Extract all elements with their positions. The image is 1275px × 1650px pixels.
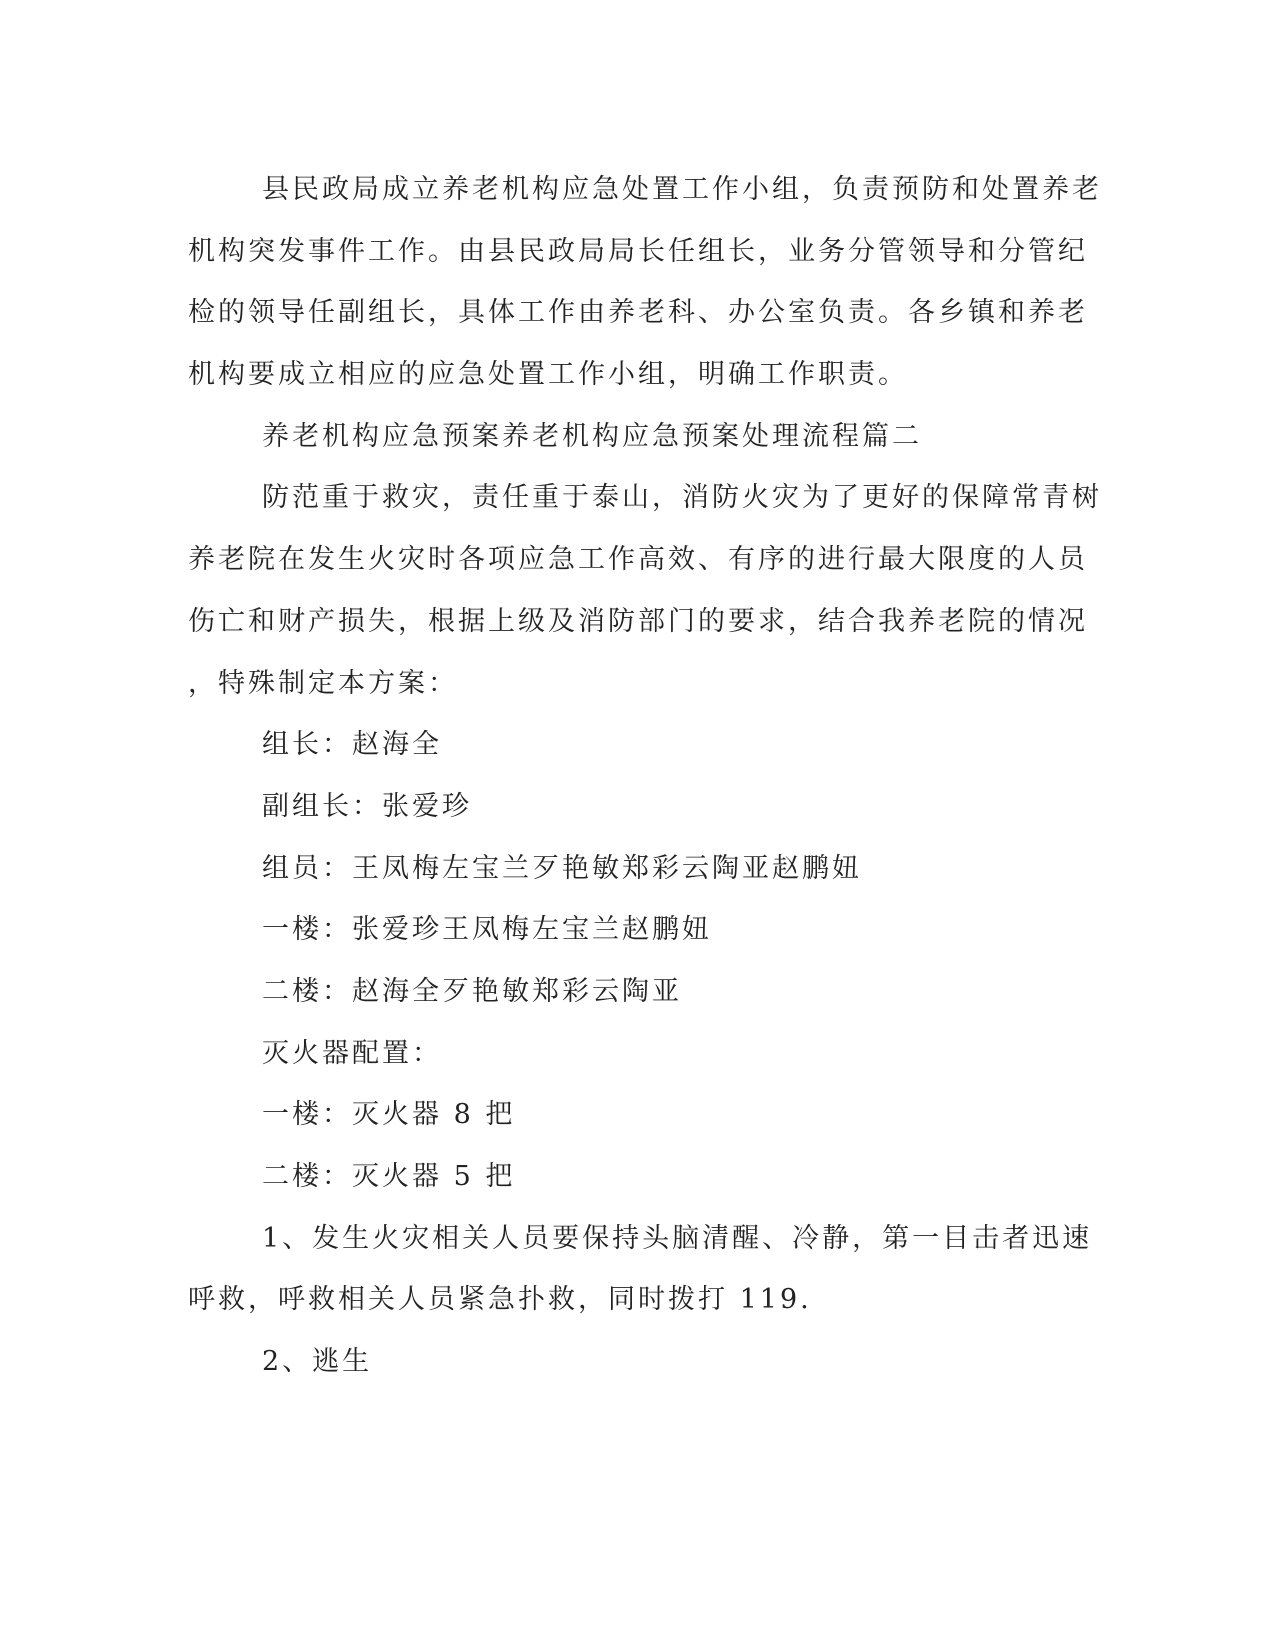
- text-line: 县民政局成立养老机构应急处置工作小组，负责预防和处置养老: [262, 174, 1102, 205]
- section-heading: 养老机构应急预案养老机构应急预案处理流程篇二: [262, 420, 922, 452]
- first-floor-extinguishers-line: 一楼：灭火器 8 把: [262, 1099, 516, 1131]
- text-line: 养老院在发生火灾时各项应急工作高效、有序的进行最大限度的人员: [188, 544, 1088, 576]
- second-floor-staff-line: 二楼：赵海全歹艳敏郑彩云陶亚: [262, 975, 682, 1007]
- text-line: 伤亡和财产损失，根据上级及消防部门的要求，结合我养老院的情况: [188, 605, 1088, 637]
- text-line: 检的领导任副组长，具体工作由养老科、办公室负责。各乡镇和养老: [188, 297, 1088, 329]
- text-line: ，特殊制定本方案：: [188, 667, 458, 699]
- text-line: 1、发生火灾相关人员要保持头脑清醒、冷静，第一目击者迅速: [262, 1222, 1093, 1254]
- group-leader-line: 组长：赵海全: [262, 729, 442, 761]
- extinguisher-config-heading: 灭火器配置：: [262, 1037, 442, 1069]
- text-line: 呼救，呼救相关人员紧急扑救，同时拨打 119.: [188, 1284, 812, 1316]
- text-line: 防范重于救灾，责任重于泰山，消防火灾为了更好的保障常青树: [262, 482, 1102, 514]
- second-floor-extinguishers-line: 二楼：灭火器 5 把: [262, 1161, 516, 1192]
- text-line: 2、逃生: [262, 1346, 373, 1378]
- first-floor-staff-line: 一楼：张爱珍王凤梅左宝兰赵鹏妞: [262, 914, 712, 946]
- deputy-leader-line: 副组长：张爱珍: [262, 790, 472, 822]
- text-line: 机构突发事件工作。由县民政局局长任组长，业务分管领导和分管纪: [188, 235, 1088, 267]
- text-line: 机构要成立相应的应急处置工作小组，明确工作职责。: [188, 359, 908, 391]
- members-line: 组员：王凤梅左宝兰歹艳敏郑彩云陶亚赵鹏妞: [262, 852, 862, 884]
- document-body: [188, 159, 1102, 1393]
